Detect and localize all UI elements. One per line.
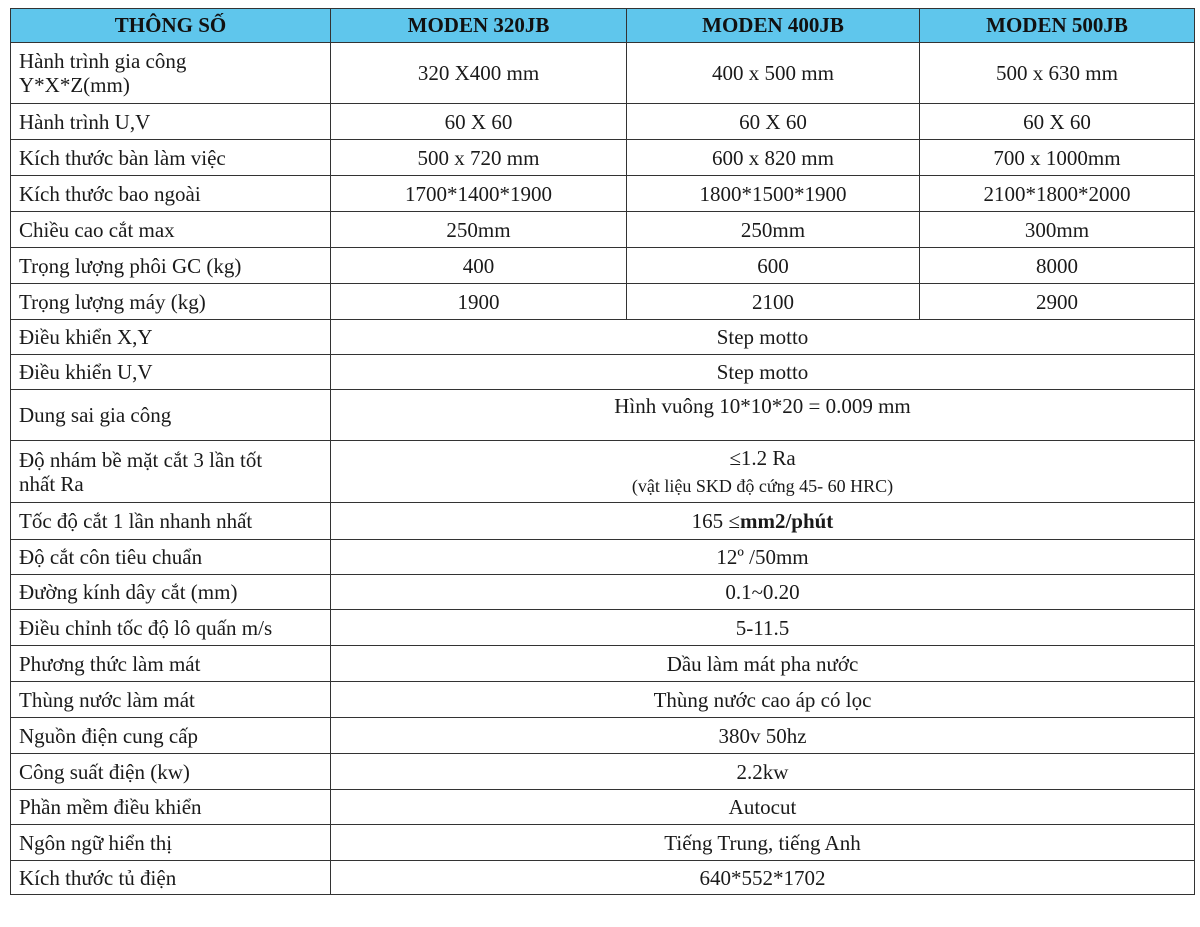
shared-value: 380v 50hz (331, 718, 1195, 754)
cell-500jb: 500 x 630 mm (920, 43, 1195, 104)
shared-value: 0.1~0.20 (331, 575, 1195, 610)
row-label: Chiều cao cắt max (11, 212, 331, 248)
shared-value: Step motto (331, 355, 1195, 390)
row-label: Kích thước bao ngoài (11, 176, 331, 212)
shared-value: Hình vuông 10*10*20 = 0.009 mm (331, 390, 1195, 441)
table-row (11, 390, 1195, 441)
row-label: Ngôn ngữ hiển thị (11, 825, 331, 861)
table-row (11, 575, 1195, 610)
cell-500jb: 2900 (920, 284, 1195, 320)
cell-400jb: 2100 (627, 284, 920, 320)
row-label (11, 441, 331, 503)
shared-value (331, 503, 1195, 540)
shared-value: Thùng nước cao áp có lọc (331, 682, 1195, 718)
row-label: Kích thước bàn làm việc (11, 140, 331, 176)
shared-value: 12º /50mm (331, 540, 1195, 575)
cell-400jb: 60 X 60 (627, 104, 920, 140)
speed-number: 165 ≤ (691, 509, 740, 533)
table-row (11, 790, 1195, 825)
cell-500jb: 60 X 60 (920, 104, 1195, 140)
row-label: Công suất điện (kw) (11, 754, 331, 790)
row-label: Dung sai gia công (11, 390, 331, 441)
table-row (11, 320, 1195, 355)
shared-value: Step motto (331, 320, 1195, 355)
header-param: THÔNG SỐ (11, 9, 331, 43)
table-row (11, 441, 1195, 503)
table-row (11, 355, 1195, 390)
row-label-line2: nhất Ra (19, 471, 84, 496)
speed-unit: mm2/phút (739, 509, 834, 533)
spec-table (10, 8, 1195, 895)
cell-400jb: 250mm (627, 212, 920, 248)
row-label: Hành trình U,V (11, 104, 331, 140)
header-row (11, 9, 1195, 43)
row-label: Phần mềm điều khiển (11, 790, 331, 825)
table-row (11, 503, 1195, 540)
table-row (11, 610, 1195, 646)
roughness-note: (vật liệu SKD độ cứng 45- 60 HRC) (631, 475, 894, 496)
cell-320jb: 400 (331, 248, 627, 284)
table-row (11, 540, 1195, 575)
cell-500jb: 8000 (920, 248, 1195, 284)
row-label: Trọng lượng máy (kg) (11, 284, 331, 320)
row-label: Trọng lượng phôi GC (kg) (11, 248, 331, 284)
table-row (11, 682, 1195, 718)
cell-500jb: 300mm (920, 212, 1195, 248)
shared-value: Tiếng Trung, tiếng Anh (331, 825, 1195, 861)
row-label: Phương thức làm mát (11, 646, 331, 682)
shared-value: 2.2kw (331, 754, 1195, 790)
table-row (11, 754, 1195, 790)
table-row (11, 212, 1195, 248)
header-model-500jb: MODEN 500JB (920, 9, 1195, 43)
table-row (11, 43, 1195, 104)
cell-320jb: 250mm (331, 212, 627, 248)
row-label-line2: Y*X*Z(mm) (19, 73, 130, 97)
shared-value: Dầu làm mát pha nước (331, 646, 1195, 682)
cell-320jb: 320 X400 mm (331, 43, 627, 104)
table-row (11, 825, 1195, 861)
row-label: Điều khiển U,V (11, 355, 331, 390)
row-label: Kích thước tủ điện (11, 861, 331, 895)
table-row (11, 284, 1195, 320)
header-model-320jb: MODEN 320JB (331, 9, 627, 43)
row-label: Điều khiển X,Y (11, 320, 331, 355)
cell-400jb: 600 x 820 mm (627, 140, 920, 176)
shared-value: 640*552*1702 (331, 861, 1195, 895)
table-row (11, 861, 1195, 895)
cell-500jb: 700 x 1000mm (920, 140, 1195, 176)
row-label (11, 43, 331, 104)
cell-400jb: 600 (627, 248, 920, 284)
shared-value: Autocut (331, 790, 1195, 825)
cell-320jb: 500 x 720 mm (331, 140, 627, 176)
header-model-400jb: MODEN 400JB (627, 9, 920, 43)
table-row (11, 104, 1195, 140)
table-row (11, 646, 1195, 682)
row-label: Đường kính dây cắt (mm) (11, 575, 331, 610)
table-row (11, 140, 1195, 176)
row-label: Tốc độ cắt 1 lần nhanh nhất (11, 503, 331, 540)
cell-400jb: 400 x 500 mm (627, 43, 920, 104)
table-row (11, 248, 1195, 284)
shared-value: 5-11.5 (331, 610, 1195, 646)
row-label: Thùng nước làm mát (11, 682, 331, 718)
row-label-line1: Độ nhám bề mặt cắt 3 lần tốt (19, 447, 263, 472)
table-row (11, 176, 1195, 212)
table-row (11, 718, 1195, 754)
row-label: Điều chỉnh tốc độ lô quấn m/s (11, 610, 331, 646)
row-label-line1: Hành trình gia công (19, 49, 187, 73)
row-label: Độ cắt côn tiêu chuẩn (11, 540, 331, 575)
cell-320jb: 1900 (331, 284, 627, 320)
shared-value (331, 441, 1195, 503)
cell-500jb: 2100*1800*2000 (920, 176, 1195, 212)
row-label: Nguồn điện cung cấp (11, 718, 331, 754)
cell-400jb: 1800*1500*1900 (627, 176, 920, 212)
cell-320jb: 60 X 60 (331, 104, 627, 140)
roughness-value: ≤1.2 Ra (729, 445, 796, 470)
cell-320jb: 1700*1400*1900 (331, 176, 627, 212)
